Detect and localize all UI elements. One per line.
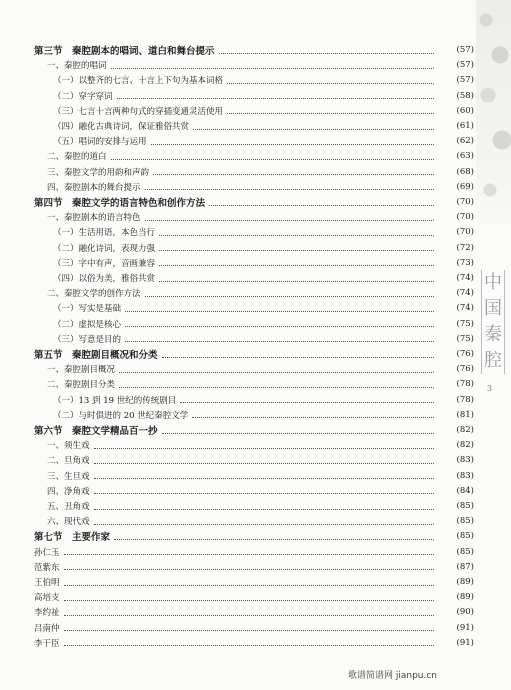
dot-leader: [111, 159, 434, 160]
toc-entry-page: (82): [456, 425, 474, 435]
toc-entry-title: 二、秦腔剧目分类: [47, 380, 116, 391]
toc-entry-row: [34, 376, 474, 392]
toc-entry-page: (72): [456, 242, 474, 253]
toc-entry-row: [34, 316, 474, 332]
toc-entry-title: （二）穿字穿词: [53, 91, 113, 102]
toc-entry-row: [34, 72, 474, 88]
toc-entry-title: 第四节 秦腔文学的语言特色和创作方法: [34, 198, 206, 209]
toc-entry-row: [34, 452, 474, 468]
toc-entry-title: 五、丑角戏: [47, 502, 90, 512]
side-book-title: [481, 270, 505, 374]
toc-entry-page: (85): [456, 516, 474, 527]
toc-entry-page: (85): [456, 501, 474, 511]
dot-leader: [94, 478, 434, 479]
dot-leader: [64, 554, 434, 555]
toc-entry-title: 第三节 秦腔剧本的唱词、道白和舞台提示: [34, 46, 215, 57]
toc-entry-page: (85): [456, 546, 474, 557]
toc-entry-page: (74): [456, 288, 474, 299]
dot-leader: [145, 220, 434, 221]
toc-entry-title: 第五节 秦腔剧目概况和分类: [34, 350, 158, 361]
toc-entry-page: (74): [456, 303, 474, 314]
toc-entry-page: (83): [456, 455, 474, 466]
dot-leader: [64, 600, 434, 601]
toc-section-row: [34, 528, 474, 544]
watermark: 歌谱简谱网 jianpu.cn: [348, 671, 438, 681]
toc-entry-page: (63): [456, 151, 474, 162]
floral-ornament: [476, 0, 511, 240]
toc-entry-title: 二、秦腔的道白: [47, 152, 107, 163]
dot-leader: [117, 98, 434, 99]
dot-leader: [219, 53, 434, 54]
dot-leader: [94, 448, 434, 449]
toc-entry-row: [34, 620, 474, 636]
toc-entry-row: [34, 255, 474, 271]
toc-entry-page: (57): [456, 75, 474, 86]
toc-entry-title: （四）融化古典诗词，保证雅俗共赏: [53, 122, 190, 132]
toc-entry-page: (87): [456, 561, 474, 572]
toc-entry-title: 四、净角戏: [47, 486, 90, 497]
dot-leader: [180, 402, 434, 403]
toc-entry-row: [34, 635, 474, 651]
dot-leader: [162, 357, 434, 358]
toc-entry-page: (70): [456, 212, 474, 223]
toc-entry-row: [34, 148, 474, 164]
toc-entry-page: (75): [456, 318, 474, 329]
toc-entry-title: 四、秦腔剧本的舞台提示: [47, 182, 141, 193]
dot-leader: [145, 296, 434, 297]
toc-entry-title: 二、旦角戏: [47, 456, 90, 467]
toc-entry-page: (57): [456, 45, 474, 55]
dot-leader: [111, 68, 434, 69]
toc-entry-title: （五）唱词的安排与运用: [53, 137, 147, 148]
dot-leader: [114, 539, 434, 540]
dot-leader: [64, 645, 434, 646]
toc-entry-page: (75): [456, 333, 474, 344]
dot-leader: [125, 311, 434, 312]
toc-entry-title: 三、生旦戏: [47, 471, 90, 482]
dot-leader: [119, 372, 434, 373]
toc-entry-title: 一、秦腔剧本的语言特色: [47, 213, 141, 224]
dot-leader: [227, 113, 434, 114]
toc-entry-title: 吕南仲: [34, 623, 60, 634]
toc-entry-row: [34, 300, 474, 316]
toc-entry-row: [34, 164, 474, 180]
toc-entry-row: [34, 57, 474, 73]
toc-entry-page: (83): [456, 470, 474, 481]
dot-leader: [64, 630, 434, 631]
dot-leader: [94, 493, 434, 494]
toc-entry-page: (85): [456, 531, 474, 542]
dot-leader: [94, 463, 434, 464]
toc-entry-row: [34, 544, 474, 560]
toc-entry-page: (73): [456, 257, 474, 268]
toc-entry-row: [34, 133, 474, 149]
toc-entry-title: 六、现代戏: [47, 517, 90, 528]
dot-leader: [159, 265, 434, 266]
dot-leader: [125, 326, 434, 327]
toc-entry-title: 高培支: [34, 593, 60, 604]
toc-entry-row: [34, 589, 474, 605]
dot-leader: [94, 509, 434, 510]
toc-entry-title: 第七节 主要作家: [34, 532, 111, 544]
toc-entry-title: 王伯明: [34, 578, 60, 588]
toc-entry-row: [34, 240, 474, 256]
toc-entry-title: （三）写意是目的: [53, 334, 122, 345]
toc-section-row: [34, 194, 474, 210]
toc-entry-row: [34, 118, 474, 134]
toc-entry-page: (78): [456, 394, 474, 405]
toc-entry-page: (91): [456, 637, 474, 648]
toc-entry-row: [34, 88, 474, 104]
toc-entry-row: [34, 361, 474, 377]
toc-entry-title: 一、秦腔的唱词: [47, 61, 107, 72]
toc-entry-title: （二）融化诗词，表现力强: [53, 243, 156, 254]
toc-entry-row: [34, 468, 474, 484]
toc-entry-row: [34, 270, 474, 286]
toc-entry-page: (61): [456, 121, 474, 131]
toc-entry-title: （三）七言十言两种句式的穿插变通灵活使用: [53, 106, 224, 117]
toc-entry-row: [34, 604, 474, 620]
toc-entry-page: (69): [456, 181, 474, 192]
toc-entry-title: 孙仁玉: [34, 547, 60, 558]
toc-entry-page: (76): [456, 364, 474, 375]
dot-leader: [159, 235, 434, 236]
toc-entry-title: （二）虚拟是核心: [53, 319, 122, 330]
toc-entry-title: （一）写实是基础: [53, 304, 122, 315]
toc-entry-row: [34, 103, 474, 119]
dot-leader: [153, 174, 434, 175]
toc-entry-title: 李干臣: [34, 638, 60, 649]
dot-leader: [162, 433, 434, 434]
toc-entry-page: (70): [456, 197, 474, 207]
toc-entry-row: [34, 483, 474, 499]
toc-entry-row: [34, 392, 474, 408]
toc-entry-title: 三、秦腔文学的用韵和声韵: [47, 167, 150, 178]
toc-entry-title: （三）字中有声，音画兼容: [53, 258, 156, 269]
toc-entry-page: (78): [456, 379, 474, 390]
toc-entry-title: 李约祉: [34, 608, 60, 619]
toc-entry-page: (84): [456, 485, 474, 496]
toc-entry-page: (60): [456, 105, 474, 116]
toc-entry-row: [34, 498, 474, 514]
toc-entry-row: [34, 513, 474, 529]
toc-entry-title: 二、秦腔文学的创作方法: [47, 289, 141, 300]
dot-leader: [193, 129, 434, 130]
side-title-char: 秦: [484, 324, 502, 345]
toc-entry-page: (76): [456, 349, 474, 359]
toc-entry-page: (91): [456, 622, 474, 633]
side-title-char: 国: [484, 298, 502, 319]
toc-entry-title: （一）生活用语，本色当行: [53, 228, 156, 239]
dot-leader: [227, 83, 434, 84]
toc-entry-title: （二）与时俱进的 20 世纪秦腔文学: [53, 410, 189, 421]
dot-leader: [64, 569, 434, 570]
toc-entry-title: 一、秦腔剧目概况: [47, 365, 116, 376]
dot-leader: [151, 144, 434, 145]
toc-entry-page: (82): [456, 440, 474, 451]
toc-entry-page: (90): [456, 607, 474, 618]
dot-leader: [64, 585, 434, 586]
toc-entry-page: (81): [456, 409, 474, 420]
toc-entry-row: [34, 285, 474, 301]
toc-section-row: [34, 346, 474, 362]
side-title-char: 腔: [484, 350, 502, 371]
toc-entry-row: [34, 209, 474, 225]
dot-leader: [209, 205, 434, 206]
toc-section-row: [34, 42, 474, 58]
dot-leader: [159, 250, 434, 251]
toc-entry-page: (58): [456, 90, 474, 101]
toc-entry-page: (62): [456, 136, 474, 147]
dot-leader: [192, 417, 434, 418]
toc-entry-page: (57): [456, 60, 474, 71]
toc-section-row: [34, 422, 474, 438]
toc-entry-title: （一）以整齐的七言、十言上下句为基本词格: [53, 76, 224, 87]
dot-leader: [159, 281, 434, 282]
toc-entry-title: （一）13 到 19 世纪的传统剧目: [53, 395, 177, 406]
toc-entry-page: (74): [456, 273, 474, 283]
toc-entry-row: [34, 437, 474, 453]
dot-leader: [94, 524, 434, 525]
toc-entry-row: [34, 179, 474, 195]
dot-leader: [145, 189, 434, 190]
toc-entry-row: [34, 224, 474, 240]
toc-entry-page: (70): [456, 227, 474, 238]
dot-leader: [64, 615, 434, 616]
toc-entry-title: 一、须生戏: [47, 441, 90, 452]
toc-entry-title: 第六节 秦腔文学精品百一抄: [34, 426, 158, 437]
toc-entry-row: [34, 407, 474, 423]
toc-entry-page: (89): [456, 592, 474, 603]
dot-leader: [125, 341, 434, 342]
toc-entry-page: (68): [456, 166, 474, 177]
toc-entry-title: 范紫东: [34, 562, 60, 573]
page-number: 3: [487, 384, 493, 393]
dot-leader: [119, 387, 434, 388]
toc-entry-row: [34, 559, 474, 575]
side-title-char: 中: [484, 272, 502, 293]
toc-entry-row: [34, 574, 474, 590]
toc-entry-title: （四）以俗为美，雅俗共赏: [53, 274, 156, 284]
toc-entry-page: (89): [456, 577, 474, 587]
toc-entry-row: [34, 331, 474, 347]
